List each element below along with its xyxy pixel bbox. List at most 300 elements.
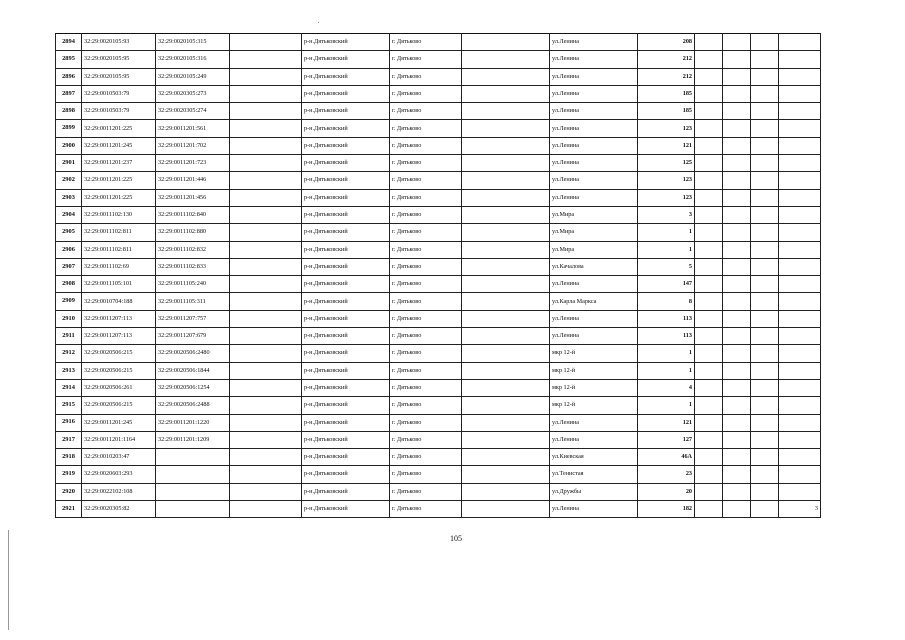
row-number: 2904 bbox=[56, 206, 82, 223]
table-row bbox=[56, 276, 821, 293]
cadastral-number-cell: 32:29:0010203:47 bbox=[82, 449, 156, 466]
cadastral-number-cell: 32:29:0011102:130 bbox=[82, 206, 156, 223]
object-cadastral-number-cell: 32:29:0011207:757 bbox=[156, 310, 230, 327]
empty-cell bbox=[723, 379, 751, 396]
extra-cell bbox=[779, 483, 821, 500]
empty-cell bbox=[695, 85, 723, 102]
empty-cell bbox=[230, 431, 302, 448]
object-cadastral-number-cell bbox=[156, 501, 230, 518]
city-cell: г. Дятьково bbox=[390, 293, 462, 310]
district-cell: р-н.Дятьковский bbox=[302, 241, 390, 258]
empty-cell bbox=[230, 172, 302, 189]
empty-cell bbox=[751, 258, 779, 275]
empty-cell bbox=[723, 310, 751, 327]
cadastral-number-cell: 32:29:0010503:79 bbox=[82, 85, 156, 102]
district-cell: р-н.Дятьковский bbox=[302, 68, 390, 85]
district-cell: р-н.Дятьковский bbox=[302, 103, 390, 120]
house-number-cell: 113 bbox=[638, 328, 695, 345]
city-cell: г. Дятьково bbox=[390, 206, 462, 223]
house-number-cell: 208 bbox=[638, 34, 695, 51]
district-cell: р-н.Дятьковский bbox=[302, 466, 390, 483]
table-row bbox=[56, 328, 821, 345]
empty-cell bbox=[230, 51, 302, 68]
row-number: 2906 bbox=[56, 241, 82, 258]
row-number: 2918 bbox=[56, 449, 82, 466]
house-number-cell: 123 bbox=[638, 172, 695, 189]
empty-cell bbox=[462, 241, 550, 258]
street-cell: ул.Мира bbox=[550, 206, 638, 223]
district-cell: р-н.Дятьковский bbox=[302, 414, 390, 431]
street-cell: ул.Ленина bbox=[550, 328, 638, 345]
empty-cell bbox=[230, 258, 302, 275]
city-cell: г. Дятьково bbox=[390, 34, 462, 51]
cadastral-number-cell: 32:29:0011207:113 bbox=[82, 328, 156, 345]
empty-cell bbox=[695, 206, 723, 223]
empty-cell bbox=[695, 241, 723, 258]
empty-cell bbox=[230, 328, 302, 345]
extra-cell bbox=[779, 189, 821, 206]
empty-cell bbox=[462, 189, 550, 206]
empty-cell bbox=[230, 224, 302, 241]
empty-cell bbox=[462, 137, 550, 154]
object-cadastral-number-cell: 32:29:0020506:1844 bbox=[156, 362, 230, 379]
empty-cell bbox=[751, 397, 779, 414]
table-row bbox=[56, 431, 821, 448]
empty-cell bbox=[751, 120, 779, 137]
row-number: 2895 bbox=[56, 51, 82, 68]
city-cell: г. Дятьково bbox=[390, 328, 462, 345]
extra-cell bbox=[779, 258, 821, 275]
table-row bbox=[56, 310, 821, 327]
table-row bbox=[56, 379, 821, 396]
city-cell: г. Дятьково bbox=[390, 155, 462, 172]
house-number-cell: 147 bbox=[638, 276, 695, 293]
cadastral-number-cell: 32:29:0011201:237 bbox=[82, 155, 156, 172]
cadastral-number-cell: 32:29:0011102:69 bbox=[82, 258, 156, 275]
street-cell: ул.Ленина bbox=[550, 172, 638, 189]
object-cadastral-number-cell: 32:29:0011201:702 bbox=[156, 137, 230, 154]
row-number: 2901 bbox=[56, 155, 82, 172]
city-cell: г. Дятьково bbox=[390, 414, 462, 431]
table-row bbox=[56, 189, 821, 206]
empty-cell bbox=[230, 120, 302, 137]
empty-cell bbox=[751, 206, 779, 223]
empty-cell bbox=[462, 155, 550, 172]
city-cell: г. Дятьково bbox=[390, 466, 462, 483]
empty-cell bbox=[751, 189, 779, 206]
street-cell: ул.Ленина bbox=[550, 189, 638, 206]
empty-cell bbox=[462, 345, 550, 362]
district-cell: р-н.Дятьковский bbox=[302, 85, 390, 102]
extra-cell bbox=[779, 449, 821, 466]
table-row bbox=[56, 241, 821, 258]
empty-cell bbox=[695, 362, 723, 379]
street-cell: мкр 12-й bbox=[550, 345, 638, 362]
house-number-cell: 212 bbox=[638, 51, 695, 68]
extra-cell bbox=[779, 34, 821, 51]
empty-cell bbox=[751, 34, 779, 51]
empty-cell bbox=[695, 483, 723, 500]
extra-cell bbox=[779, 68, 821, 85]
street-cell: ул.Ленина bbox=[550, 120, 638, 137]
extra-cell bbox=[779, 206, 821, 223]
empty-cell bbox=[695, 328, 723, 345]
empty-cell bbox=[462, 120, 550, 137]
empty-cell bbox=[462, 431, 550, 448]
extra-cell bbox=[779, 379, 821, 396]
empty-cell bbox=[230, 501, 302, 518]
cadastral-number-cell: 32:29:0020506:215 bbox=[82, 345, 156, 362]
table-row bbox=[56, 397, 821, 414]
city-cell: г. Дятьково bbox=[390, 501, 462, 518]
object-cadastral-number-cell: 32:29:0011102:840 bbox=[156, 206, 230, 223]
cadastral-number-cell: 32:29:0011201:1164 bbox=[82, 431, 156, 448]
empty-cell bbox=[462, 224, 550, 241]
empty-cell bbox=[695, 137, 723, 154]
empty-cell bbox=[751, 172, 779, 189]
extra-cell: 3 bbox=[779, 501, 821, 518]
city-cell: г. Дятьково bbox=[390, 85, 462, 102]
extra-cell bbox=[779, 276, 821, 293]
street-cell: ул.Киевская bbox=[550, 449, 638, 466]
district-cell: р-н.Дятьковский bbox=[302, 155, 390, 172]
city-cell: г. Дятьково bbox=[390, 483, 462, 500]
extra-cell bbox=[779, 310, 821, 327]
empty-cell bbox=[723, 103, 751, 120]
empty-cell bbox=[723, 414, 751, 431]
row-number: 2920 bbox=[56, 483, 82, 500]
empty-cell bbox=[695, 414, 723, 431]
cadastral-number-cell: 32:29:0022102:108 bbox=[82, 483, 156, 500]
empty-cell bbox=[230, 345, 302, 362]
empty-cell bbox=[230, 155, 302, 172]
object-cadastral-number-cell bbox=[156, 483, 230, 500]
empty-cell bbox=[695, 224, 723, 241]
street-cell: ул.Карла Маркса bbox=[550, 293, 638, 310]
city-cell: г. Дятьково bbox=[390, 172, 462, 189]
empty-cell bbox=[695, 172, 723, 189]
table-row bbox=[56, 68, 821, 85]
cadastral-number-cell: 32:29:0020506:215 bbox=[82, 397, 156, 414]
empty-cell bbox=[462, 310, 550, 327]
cadastral-number-cell: 32:29:0011102:811 bbox=[82, 224, 156, 241]
empty-cell bbox=[723, 120, 751, 137]
district-cell: р-н.Дятьковский bbox=[302, 224, 390, 241]
empty-cell bbox=[230, 483, 302, 500]
district-cell: р-н.Дятьковский bbox=[302, 293, 390, 310]
empty-cell bbox=[751, 103, 779, 120]
object-cadastral-number-cell: 32:29:0011102:833 bbox=[156, 258, 230, 275]
empty-cell bbox=[695, 466, 723, 483]
empty-cell bbox=[751, 68, 779, 85]
cadastral-number-cell: 32:29:0020603:293 bbox=[82, 466, 156, 483]
object-cadastral-number-cell: 32:29:0011201:561 bbox=[156, 120, 230, 137]
empty-cell bbox=[695, 397, 723, 414]
empty-cell bbox=[723, 172, 751, 189]
object-cadastral-number-cell: 32:29:0011201:723 bbox=[156, 155, 230, 172]
empty-cell bbox=[723, 501, 751, 518]
extra-cell bbox=[779, 431, 821, 448]
district-cell: р-н.Дятьковский bbox=[302, 397, 390, 414]
table-row bbox=[56, 258, 821, 275]
city-cell: г. Дятьково bbox=[390, 137, 462, 154]
empty-cell bbox=[695, 310, 723, 327]
empty-cell bbox=[230, 293, 302, 310]
empty-cell bbox=[230, 34, 302, 51]
extra-cell bbox=[779, 293, 821, 310]
empty-cell bbox=[462, 328, 550, 345]
empty-cell bbox=[230, 276, 302, 293]
empty-cell bbox=[462, 449, 550, 466]
empty-cell bbox=[695, 103, 723, 120]
city-cell: г. Дятьково bbox=[390, 379, 462, 396]
empty-cell bbox=[462, 172, 550, 189]
empty-cell bbox=[751, 362, 779, 379]
street-cell: ул.Тенистая bbox=[550, 466, 638, 483]
district-cell: р-н.Дятьковский bbox=[302, 483, 390, 500]
house-number-cell: 212 bbox=[638, 68, 695, 85]
empty-cell bbox=[462, 51, 550, 68]
empty-cell bbox=[695, 293, 723, 310]
empty-cell bbox=[695, 276, 723, 293]
district-cell: р-н.Дятьковский bbox=[302, 276, 390, 293]
empty-cell bbox=[695, 431, 723, 448]
table-body bbox=[56, 34, 821, 518]
empty-cell bbox=[723, 293, 751, 310]
cadastral-number-cell: 32:29:0020105:93 bbox=[82, 34, 156, 51]
empty-cell bbox=[695, 68, 723, 85]
table-row bbox=[56, 501, 821, 518]
house-number-cell: 23 bbox=[638, 466, 695, 483]
cadastral-number-cell: 32:29:0011201:245 bbox=[82, 137, 156, 154]
cadastral-number-cell: 32:29:0020506:261 bbox=[82, 379, 156, 396]
empty-cell bbox=[723, 68, 751, 85]
empty-cell bbox=[723, 34, 751, 51]
page-number: 105 bbox=[450, 534, 462, 543]
table-row bbox=[56, 85, 821, 102]
table-row bbox=[56, 449, 821, 466]
empty-cell bbox=[723, 189, 751, 206]
empty-cell bbox=[751, 293, 779, 310]
city-cell: г. Дятьково bbox=[390, 362, 462, 379]
empty-cell bbox=[751, 466, 779, 483]
street-cell: ул.Ленина bbox=[550, 310, 638, 327]
extra-cell bbox=[779, 362, 821, 379]
empty-cell bbox=[723, 431, 751, 448]
house-number-cell: 3 bbox=[638, 206, 695, 223]
table-row bbox=[56, 51, 821, 68]
house-number-cell: 113 bbox=[638, 310, 695, 327]
city-cell: г. Дятьково bbox=[390, 345, 462, 362]
extra-cell bbox=[779, 345, 821, 362]
table-row bbox=[56, 206, 821, 223]
empty-cell bbox=[751, 483, 779, 500]
row-number: 2910 bbox=[56, 310, 82, 327]
street-cell: ул.Ленина bbox=[550, 68, 638, 85]
empty-cell bbox=[723, 466, 751, 483]
row-number: 2916 bbox=[56, 414, 82, 431]
empty-cell bbox=[723, 258, 751, 275]
row-number: 2897 bbox=[56, 85, 82, 102]
empty-cell bbox=[723, 206, 751, 223]
cadastral-number-cell: 32:29:0020105:95 bbox=[82, 51, 156, 68]
row-number: 2903 bbox=[56, 189, 82, 206]
table-row bbox=[56, 345, 821, 362]
empty-cell bbox=[462, 362, 550, 379]
district-cell: р-н.Дятьковский bbox=[302, 189, 390, 206]
cadastral-number-cell: 32:29:0011201:225 bbox=[82, 189, 156, 206]
table-row bbox=[56, 293, 821, 310]
empty-cell bbox=[723, 137, 751, 154]
object-cadastral-number-cell: 32:29:0011102:832 bbox=[156, 241, 230, 258]
house-number-cell: 1 bbox=[638, 397, 695, 414]
empty-cell bbox=[751, 449, 779, 466]
extra-cell bbox=[779, 51, 821, 68]
register-table bbox=[55, 33, 821, 518]
city-cell: г. Дятьково bbox=[390, 397, 462, 414]
table-row bbox=[56, 224, 821, 241]
district-cell: р-н.Дятьковский bbox=[302, 345, 390, 362]
city-cell: г. Дятьково bbox=[390, 68, 462, 85]
cadastral-number-cell: 32:29:0020105:95 bbox=[82, 68, 156, 85]
empty-cell bbox=[695, 258, 723, 275]
extra-cell bbox=[779, 466, 821, 483]
extra-cell bbox=[779, 241, 821, 258]
empty-cell bbox=[230, 206, 302, 223]
object-cadastral-number-cell: 32:29:0011201:446 bbox=[156, 172, 230, 189]
street-cell: ул.Ленина bbox=[550, 103, 638, 120]
empty-cell bbox=[230, 449, 302, 466]
table-row bbox=[56, 362, 821, 379]
house-number-cell: 46А bbox=[638, 449, 695, 466]
empty-cell bbox=[695, 51, 723, 68]
city-cell: г. Дятьково bbox=[390, 103, 462, 120]
extra-cell bbox=[779, 328, 821, 345]
house-number-cell: 123 bbox=[638, 120, 695, 137]
empty-cell bbox=[230, 310, 302, 327]
empty-cell bbox=[695, 155, 723, 172]
table-row bbox=[56, 103, 821, 120]
house-number-cell: 182 bbox=[638, 501, 695, 518]
city-cell: г. Дятьково bbox=[390, 120, 462, 137]
street-cell: ул.Ленина bbox=[550, 34, 638, 51]
extra-cell bbox=[779, 85, 821, 102]
cadastral-number-cell: 32:29:0010704:188 bbox=[82, 293, 156, 310]
table-row bbox=[56, 483, 821, 500]
empty-cell bbox=[751, 379, 779, 396]
empty-cell bbox=[695, 189, 723, 206]
city-cell: г. Дятьково bbox=[390, 241, 462, 258]
empty-cell bbox=[462, 206, 550, 223]
empty-cell bbox=[723, 276, 751, 293]
street-cell: ул.Ленина bbox=[550, 431, 638, 448]
extra-cell bbox=[779, 103, 821, 120]
object-cadastral-number-cell: 32:29:0011201:1209 bbox=[156, 431, 230, 448]
object-cadastral-number-cell: 32:29:0020305:273 bbox=[156, 85, 230, 102]
district-cell: р-н.Дятьковский bbox=[302, 258, 390, 275]
district-cell: р-н.Дятьковский bbox=[302, 328, 390, 345]
empty-cell bbox=[230, 137, 302, 154]
row-number: 2921 bbox=[56, 501, 82, 518]
row-number: 2914 bbox=[56, 379, 82, 396]
row-number: 2919 bbox=[56, 466, 82, 483]
empty-cell bbox=[230, 241, 302, 258]
street-cell: ул.Дружбы bbox=[550, 483, 638, 500]
house-number-cell: 1 bbox=[638, 224, 695, 241]
cadastral-number-cell: 32:29:0011201:225 bbox=[82, 172, 156, 189]
district-cell: р-н.Дятьковский bbox=[302, 501, 390, 518]
row-number: 2911 bbox=[56, 328, 82, 345]
house-number-cell: 5 bbox=[638, 258, 695, 275]
empty-cell bbox=[695, 120, 723, 137]
empty-cell bbox=[723, 241, 751, 258]
house-number-cell: 121 bbox=[638, 414, 695, 431]
empty-cell bbox=[751, 241, 779, 258]
empty-cell bbox=[230, 189, 302, 206]
empty-cell bbox=[462, 397, 550, 414]
row-number: 2907 bbox=[56, 258, 82, 275]
extra-cell bbox=[779, 397, 821, 414]
empty-cell bbox=[751, 276, 779, 293]
empty-cell bbox=[695, 379, 723, 396]
extra-cell bbox=[779, 120, 821, 137]
empty-cell bbox=[695, 501, 723, 518]
object-cadastral-number-cell: 32:29:0011207:679 bbox=[156, 328, 230, 345]
empty-cell bbox=[723, 397, 751, 414]
city-cell: г. Дятьково bbox=[390, 51, 462, 68]
empty-cell bbox=[462, 466, 550, 483]
empty-cell bbox=[695, 34, 723, 51]
row-number: 2899 bbox=[56, 120, 82, 137]
object-cadastral-number-cell: 32:29:0020105:315 bbox=[156, 34, 230, 51]
empty-cell bbox=[723, 362, 751, 379]
empty-cell bbox=[751, 431, 779, 448]
row-number: 2912 bbox=[56, 345, 82, 362]
city-cell: г. Дятьково bbox=[390, 258, 462, 275]
district-cell: р-н.Дятьковский bbox=[302, 310, 390, 327]
empty-cell bbox=[462, 85, 550, 102]
cadastral-number-cell: 32:29:0011207:113 bbox=[82, 310, 156, 327]
street-cell: мкр 12-й bbox=[550, 362, 638, 379]
district-cell: р-н.Дятьковский bbox=[302, 362, 390, 379]
object-cadastral-number-cell: 32:29:0011201:1220 bbox=[156, 414, 230, 431]
house-number-cell: 127 bbox=[638, 431, 695, 448]
city-cell: г. Дятьково bbox=[390, 276, 462, 293]
empty-cell bbox=[462, 483, 550, 500]
empty-cell bbox=[723, 85, 751, 102]
empty-cell bbox=[723, 345, 751, 362]
empty-cell bbox=[751, 345, 779, 362]
empty-cell bbox=[230, 68, 302, 85]
street-cell: ул.Качалова bbox=[550, 258, 638, 275]
empty-cell bbox=[751, 155, 779, 172]
district-cell: р-н.Дятьковский bbox=[302, 379, 390, 396]
scan-dust-mark bbox=[318, 22, 319, 23]
object-cadastral-number-cell: 32:29:0020506:2480 bbox=[156, 345, 230, 362]
row-number: 2902 bbox=[56, 172, 82, 189]
street-cell: ул.Ленина bbox=[550, 155, 638, 172]
empty-cell bbox=[723, 483, 751, 500]
row-number: 2915 bbox=[56, 397, 82, 414]
row-number: 2900 bbox=[56, 137, 82, 154]
table-row bbox=[56, 414, 821, 431]
empty-cell bbox=[230, 85, 302, 102]
empty-cell bbox=[723, 328, 751, 345]
empty-cell bbox=[230, 103, 302, 120]
house-number-cell: 1 bbox=[638, 241, 695, 258]
table-row bbox=[56, 155, 821, 172]
street-cell: ул.Мира bbox=[550, 224, 638, 241]
